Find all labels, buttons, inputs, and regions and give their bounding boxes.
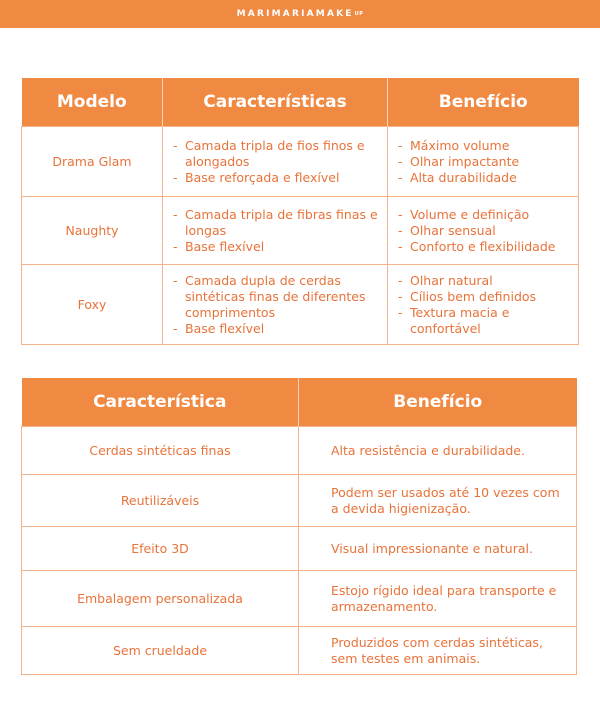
benefits-cell [388,127,579,197]
list-item: - Cílios bem definidos [396,289,570,305]
model-name: Drama Glam [22,127,163,197]
table-row [22,265,579,345]
table-row [22,197,579,265]
list-item: - Base reforçada e flexível [171,170,379,186]
feature-cell: Reutilizáveis [22,475,299,527]
models-table [21,78,579,345]
features-cell [163,265,388,345]
benefit-cell: Podem ser usados até 10 vezes com a devida higienização. [299,475,577,527]
table-row [22,475,577,527]
models-table-header [22,78,579,127]
features-list [171,138,379,186]
benefits-cell [388,197,579,265]
table-row [22,527,577,571]
features-cell [163,127,388,197]
feature-cell: Efeito 3D [22,527,299,571]
benefit-cell: Estojo rígido ideal para transporte e armazenamento. [299,571,577,627]
benefits-list [396,273,570,337]
list-item: - Olhar sensual [396,223,570,239]
model-name: Foxy [22,265,163,345]
benefit-cell: Produzidos com cerdas sintéticas, sem testes em animais. [299,627,577,675]
list-item: - Alta durabilidade [396,170,570,186]
list-item: - Textura macia e confortável [396,305,570,337]
list-item: - Olhar natural [396,273,570,289]
brand-logo-sup: UP [354,11,364,17]
brand-logo: MARIMARIAMAKE [236,9,354,19]
list-item: - Olhar impactante [396,154,570,170]
features-list [171,273,379,337]
table-row [22,627,577,675]
list-item: - Base flexível [171,321,379,337]
benefits-cell [388,265,579,345]
features-list [171,207,379,255]
list-item: - Camada tripla de fibras finas e longas [171,207,379,239]
header-caracteristica: Característica [22,378,299,427]
list-item: - Volume e definição [396,207,570,223]
features-table-header [22,378,577,427]
header-beneficio: Benefício [388,78,579,127]
list-item: - Conforto e flexibilidade [396,239,570,255]
feature-cell: Sem crueldade [22,627,299,675]
model-name: Naughty [22,197,163,265]
list-item: - Base flexível [171,239,379,255]
benefit-cell: Visual impressionante e natural. [299,527,577,571]
list-item: - Camada tripla de fios finos e alongados [171,138,379,170]
table-row [22,571,577,627]
benefit-cell: Alta resistência e durabilidade. [299,427,577,475]
brand-header [0,0,600,28]
list-item: - Camada dupla de cerdas sintéticas finas de diferentes comprimentos [171,273,379,321]
header-modelo: Modelo [22,78,163,127]
features-table [21,378,577,675]
feature-cell: Cerdas sintéticas finas [22,427,299,475]
table-row [22,427,577,475]
header-caracteristicas: Características [163,78,388,127]
benefits-list [396,138,570,186]
list-item: - Máximo volume [396,138,570,154]
feature-cell: Embalagem personalizada [22,571,299,627]
features-cell [163,197,388,265]
header-beneficio: Benefício [299,378,577,427]
table-row [22,127,579,197]
benefits-list [396,207,570,255]
